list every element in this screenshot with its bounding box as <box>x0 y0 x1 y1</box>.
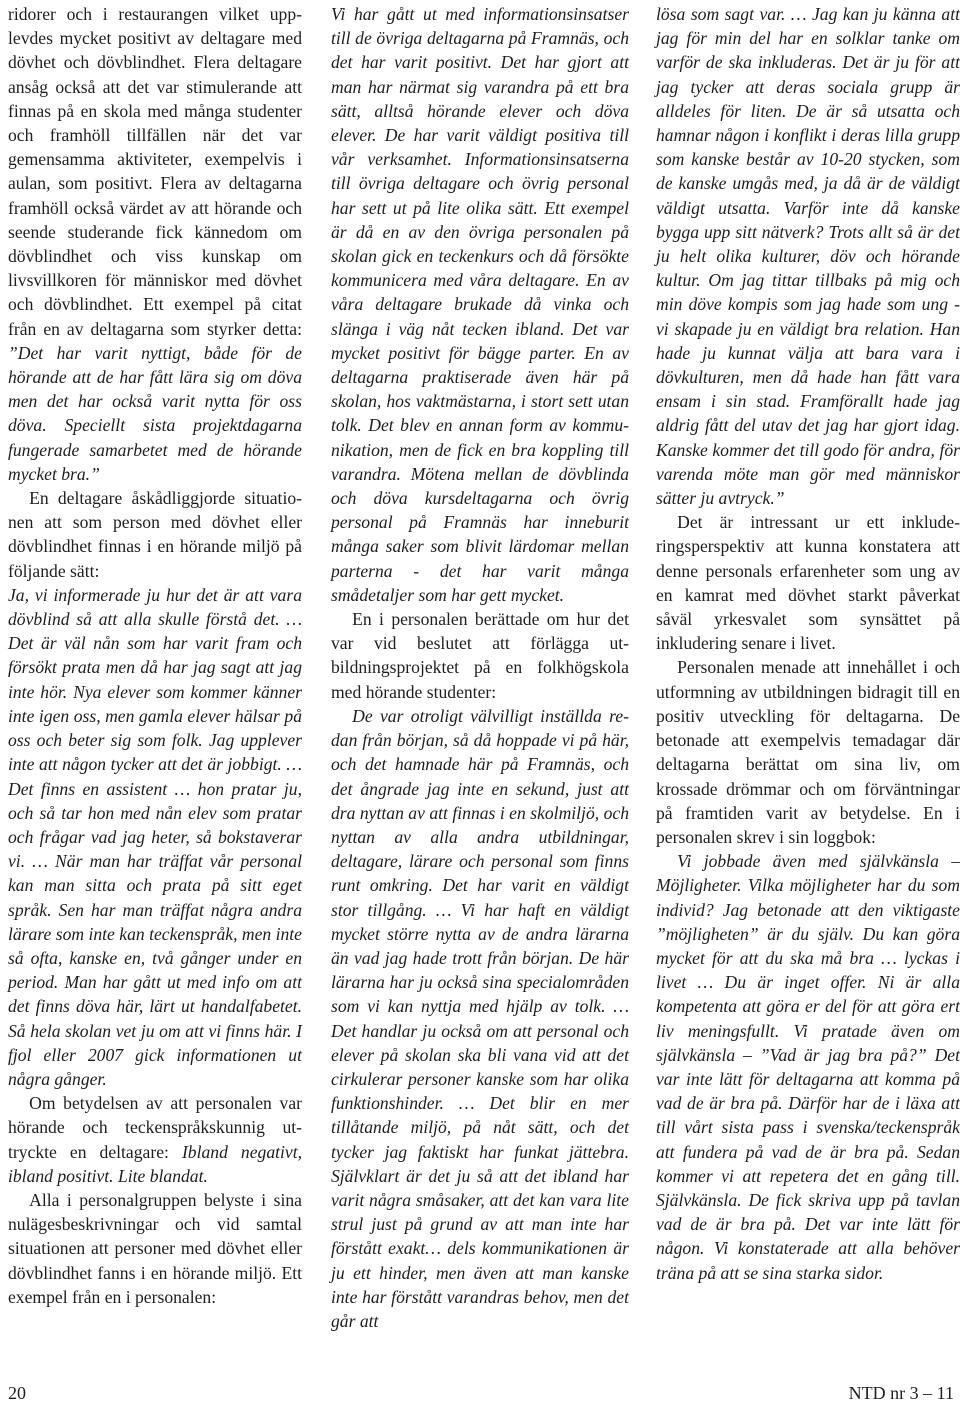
paragraph <box>656 2 960 510</box>
body-text: ridorer och i restaurangen vilket upplevdes mycket positivt av deltagare med dövhet och dövblindhet. Flera deltagare ansåg också att det var stimulerande att finnas på en skola med många studenter och framhöll tillfällen när det var gemensamma aktiviteter, exempelvis i aulan, som positivt. Flera av deltagarna framhöll också värdet av att hörande och seende studerande fick kännedom om dövblindhet och viss kunskap om livsvillkoren för människor med dövhet och dövblindhet. Ett exempel på citat från en av deltagarna som styrker detta: <box>8 4 302 339</box>
quote-text: Vi har gått ut med informationsinsatser till de övriga deltagarna på Framnäs, och det har varit positivt. Det har gjort att man har närmat sig varandra på ett bra sätt, alltså hörande elever och döva elever. De har varit väldigt positiva till vår verksamhet. Informationsinsatserna till övriga deltagare och övrig personal har sett ut på lite olika sätt. Ett exempel är då en av den övriga personalen på skolan gick en teckenkurs och då försökte kommunicera med våra deltagare. En av våra deltagare brukade då vinka och slänga i väg nåt tecken ibland. Det var mycket positivt för bägge parter. En av deltagarna praktiserade även här på skolan, hos vaktmästarna, i stort sett utan tolk. Det blev en annan form av kommunikation, men de fick en bra koppling till varandra. Mötena mellan de dövblinda och döva kursdeltagarna och övrig personal på Framnäs har inneburit många saker som blivit lärdomar mellan parterna - det har varit många smådetaljer som har gett mycket. <box>331 4 629 605</box>
paragraph <box>8 1188 302 1309</box>
page-number: 20 <box>8 1383 26 1403</box>
column-3 <box>656 2 960 1285</box>
paragraph <box>331 607 629 704</box>
column-2 <box>331 2 629 1333</box>
quote-text: Ibland negativt, ibland positivt. Lite blandat. <box>8 1141 302 1186</box>
body-text: En i personalen berättade om hur det var vid beslutet att förlägga utbildningsprojektet på en folkhögskola med hörande studenter: <box>331 609 629 702</box>
paragraph <box>656 849 960 1285</box>
column-1 <box>8 2 302 1309</box>
paragraph <box>8 1091 302 1188</box>
paragraph <box>8 2 302 486</box>
body-text: Det är intressant ur ett inkluderingsperspektiv att kunna konstatera att denne personals erfarenheter som ung av en kamrat med dövhet starkt påverkat såväl yrkesvalet som synsättet på inkludering senare i livet. <box>656 512 960 654</box>
body-text: Alla i personalgruppen belyste i sina nulägesbeskrivningar och vid samtal situationen att personer med dövhet eller dövblindhet fanns i en hörande miljö. Ett exempel från en i personalen: <box>8 1189 302 1307</box>
body-text: Personalen menade att innehållet i och utformning av utbildningen bidragit till en positiv utveckling för deltagarna. De betonade att exempelvis temadagar där deltagarna berättat om sina liv, om krossade drömmar och om förväntningar på framtiden varit av betydelse. En i personalen skrev i sin loggbok: <box>656 657 960 847</box>
journal-issue: NTD nr 3 – 11 <box>848 1383 954 1403</box>
body-text: Om betydelsen av att personalen var hörande och teckenspråkskunnig uttryckte en deltagare: <box>8 1093 302 1162</box>
paragraph <box>331 2 629 607</box>
body-text: En deltagare åskådliggjorde situationen att som person med dövhet eller dövblindhet finnas i en hörande miljö på följande sätt: <box>8 488 302 581</box>
quote-text: Ja, vi informerade ju hur det är att vara dövblind så att alla skulle förstå det. … Det är väl nån som har varit fram och försökt prata men då har jag sagt att jag inte hör. Nya elever som kommer känner inte igen oss, men gamla elever hälsar på oss och beter sig som folk. Jag upplever inte att någon tycker att det är jobbigt. … Det finns en assistent … hon pratar ju, och så tar hon med nån elev som pratar och frågar vad jag heter, så bokstaverar vi. … När man har träffat vår personal kan man sitta och prata på sitt eget språk. Sen har man träffat några andra lärare som inte kan teckenspråk, men inte så ofta, kanske en, två gånger under en period. Man har gått ut med info om att det finns döva här, lärt ut handalfabetet. Så hela skolan vet ju om att vi finns här. I fjol eller 2007 gick informationen ut några gånger. <box>8 584 302 1089</box>
quote-text: Vi jobbade även med självkänsla – Möjligheter. Vilka möjligheter har du som individ? Jag betonade att den viktigaste ”möjligheten” är du själv. Du kan göra mycket för att du ska må bra … lyckas i livet … Du är inget offer. Ni är alla kompetenta att göra er del för att göra ert liv meningsfullt. Vi pratade även om självkänsla – ”Vad är jag bra på?” Det var inte lätt för deltagarna att komma på vad de är bra på. Därför har de i läxa att till vårt sista pass i svenska/teckenspråk att fundera på vad de är bra på. Sedan kommer vi att repetera det en gång till. Självkänsla. De fick skriva upp på tavlan vad de är bra på. Det var inte lätt för någon. Vi konstaterade att alla behöver träna på att se sina starka sidor. <box>656 851 960 1283</box>
paragraph <box>656 510 960 655</box>
quote-text: lösa som sagt var. … Jag kan ju känna att jag för min del har en solklar tanke om varför de ska inkluderas. Det är ju för att jag tycker att deras sociala grupp är alldeles för liten. De är så utsatta och hamnar någon i konflikt i deras lilla grupp som kanske består av 10-20 stycken, som de kanske umgås med, ja då är de väldigt väldigt utsatta. Varför inte då kanske bygga upp sitt nätverk? Trots allt så är det ju helt olika kulturer, döv och hörande kultur. Om jag tittar tillbaks på mig och min döve kompis som jag hade som ung - vi skapade ju en väldigt bra relation. Han hade ju kunnat välja att bara vara i dövkulturen, men då hade han fått vara ensam i sin stad. Framförallt hade jag aldrig fått del utav det jag har gjort idag. Kanske kommer det till godo för andra, för varenda möte man gör med människor sätter ju avtryck.” <box>656 4 960 509</box>
paragraph <box>8 486 302 583</box>
paragraph <box>331 704 629 1333</box>
paragraph <box>656 655 960 849</box>
quote-text: De var otroligt välvilligt inställda redan från början, så då hoppade vi på här, och det hamnade här på Framnäs, och det ångrade jag inte en sekund, just att dra nyttan av att finnas i en skolmiljö, och nyttan av alla andra utbildningar, deltagare, lärare och personal som finns runt omkring. Det har varit en väldigt stor tillgång. … Vi har haft en väldigt mycket större nytta av de andra lärarna än vad jag hade trott från början. De här lärarna har ju också sina specialområden som vi kan nyttja med hjälp av tolk. … Det handlar ju också om att personal och elever på skolan ska bli vana vid att det cirkulerar personer kanske som har olika funktionshinder. … Det blir en mer tillåtande miljö, på nåt sätt, och det tycker jag faktiskt har funkat jättebra. Självklart är det ju så att det ibland har varit några småsaker, att det kan vara lite strul just på grund av att man inte har förstått exakt… dels kommunikationen är ju ett hinder, men även att man kanske inte har förstått varandras behov, men det går att <box>331 705 629 1331</box>
paragraph <box>8 583 302 1091</box>
quote-text: ”Det har varit nyttigt, både för de hörande att de har fått lära sig om döva men det har också varit nytta för oss döva. Speciellt sista projektdagarna fungerade samarbetet med de hörande mycket bra.” <box>8 342 302 484</box>
